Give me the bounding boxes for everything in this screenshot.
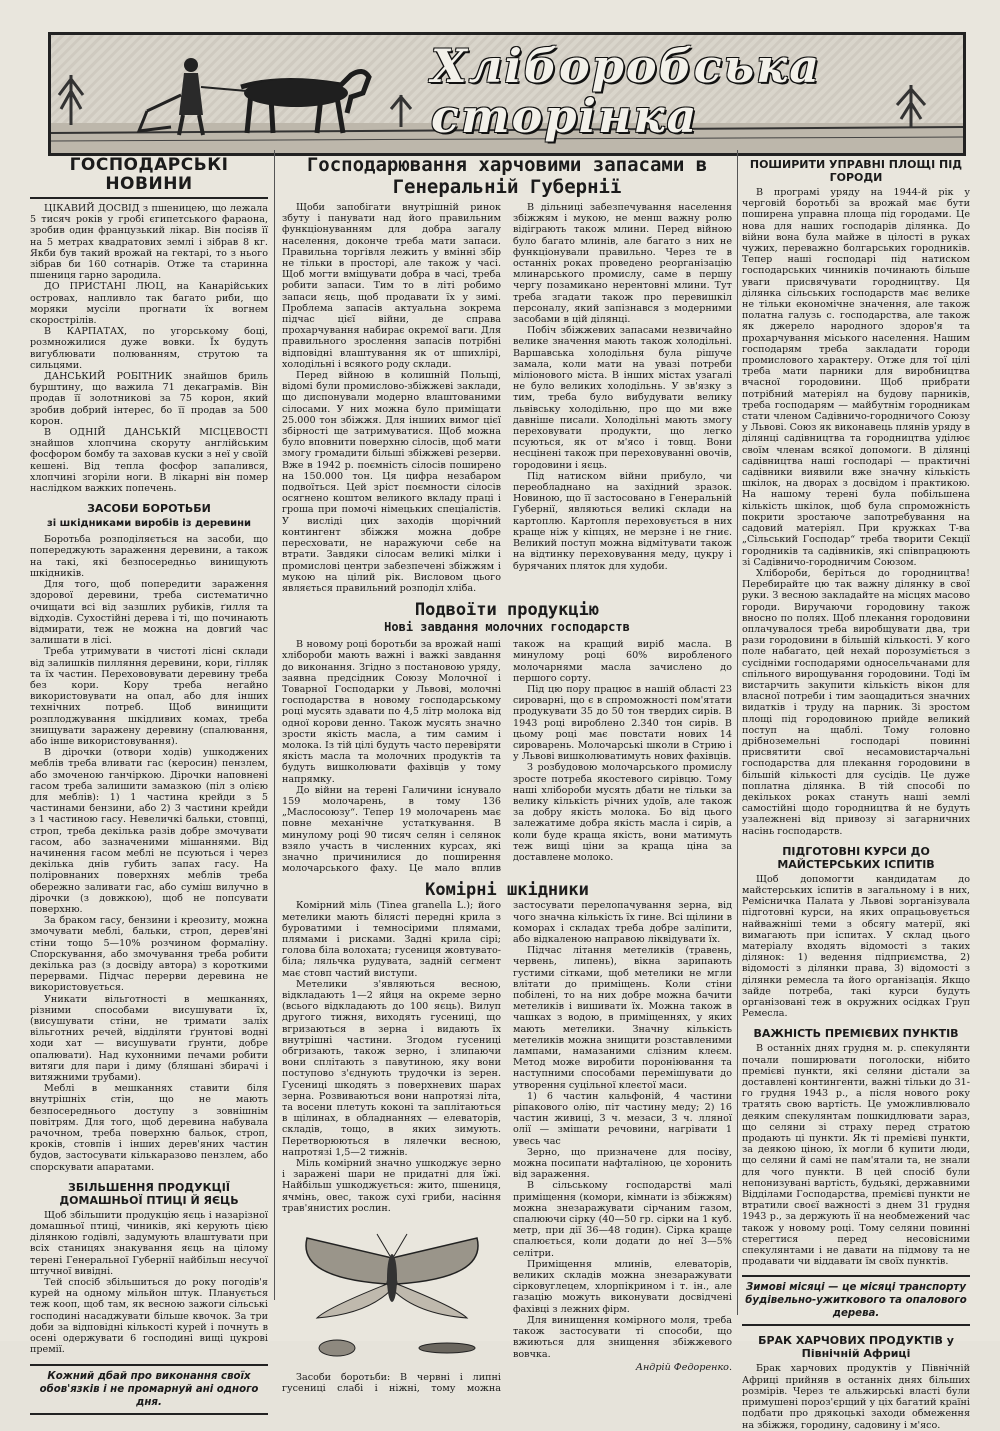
winter-note: Зимові місяці — це місяці транспорту будівельно-ужиткового та опалового дерева. [742,1275,970,1326]
dairy-subheading: Нові завдання молочних господарств [384,620,630,635]
pest-heading: ЗАСОБИ БОРОТЬБИ [87,502,211,516]
news-paragraph: ДАНСЬКИЙ РОБІТНИК знайшов бриль бурштину, що важила 71 декаграмів. Він продав її золотникові за 75 корон, який зробив добрий інтерес, бо її продав за 500 корон. [30,371,268,427]
premium-paragraph: В останніх днях грудня м. р. спекулянти почали поширювати поголоски, нібито премієві пункти, які селяни дістали за доставлені контингенти, важні тільки до 31-го грудня 1943 р., а після нового року тратять свою вартість. Це уможливлювало деяким спекулянтам пошкидлювати зараз, що селяни зі страху перед стратою продають ці пункти. Як ті премієві пункти, за деякою ціною, їх могли б купити люди, що селяни й самі не пам'ятали та, не знали для чого пункти. В цей спосіб були непонизувані вартість, будьякі, державними Відділами Господарства, премієві пункти не втратили своєї важності з днем 31 грудня 1943 р., за держують її на необмежений час також у новому році. Тому селяни повинні стерегтися перед несовісними спекулянтами і не давати на підмову та не продавати чи віддавати їм своїх пунктів. [742,1043,970,1268]
pest-paragraph: Треба утримувати в чистоті лісні склади від залишків пилляння деревини, кори, гілляк та їх частин. Перехововувати деревину треба без кори. Кору треба негайно використовувати на опал, або для інших технічних потреб. Щоб винищити розплоджування шкідливих комах, треба знищувати заражену деревину (спалювання, або інше використовування). [30,646,268,747]
africa-heading: БРАК ХАРЧОВИХ ПРОДУКТІВ у Північній Африці [758,1334,954,1361]
dairy-paragraph: Під цю пору працює в нашій області 23 сироварні, що є в спроможності пом'ятати продукувати 35 до 50 тон твердих сирів. В 1943 році вироблено 2.340 тон сирів. В цьому році має повстати нових 14 сироварень. Молочарські школи в Стрию і у Львові вишколюватимуть нових фахівців. [513,683,732,763]
column-rule-1 [274,150,275,1300]
column-rule-2 [737,150,738,1315]
courses-body [742,874,970,1020]
moth-paragraph: Зерно, що призначене для посіву, можна посипати нафталіною, це хоронить від зараження. [513,1146,732,1181]
pest-paragraph: Боротьба розподіляється на засоби, що попереджують зараження деревини, а також на такі, які безпосередньо винищують шкідників. [30,534,268,579]
plots-body [742,187,970,837]
pest-paragraph: Для того, щоб попередити зараження здорової деревини, треба систематично очищати всі від зазшлих рубиків, ґилля та відходів. Сухостійні дерева і ті, що починають відмирати, теж не можна на довгий час залишати в лісі. [30,579,268,647]
news-paragraph: В КАРПАТАХ, по угорському боці, розмножилися дуже вовки. Їх будуть вигублювати полюванням, струтою та сильцями. [30,326,268,371]
courses-paragraph: Щоб допомогти кандидатам до майстерських іспитів в загальному і в них, Ремісничка Палата у Львові зорганізувала підготовні курси, на яких опрацьовується найважніші теми з обсягу матерії, які вимагають при іспитах. У склад цього матеріалу входять відомості з таких ділянок: 1) ведення підприємства, 2) відомості з ділянки права, 3) відомості з ділянки ремесла та його організація. Якщо зайде потреба, такі курси будуть організовані теж в окружних осідках Груп Ремесла. [742,873,970,1020]
masthead-banner [48,32,966,156]
article-author: Андрій Федоренко. [635,1361,732,1373]
moth-paragraph: Для винищення комірного моля, треба також застосувати ті способи, що вжиються для знищення збіжжевого вовчка. [513,1314,732,1360]
moth-paragraph: Засоби боротьби: В червні і липні гусениці слабі і ніжні, тому можна застосувати перелопачування зерна, від чого значна кількість їх гине. Всі щілини в коморах і складах треба добре заліпити, або відкаленою направою ліквідувати їх. [282,900,732,1395]
pest-paragraph: Уникати вільготності в мешканнях, різними способами висушувати їх, (висушувати стіни, не тримати заліх вільготних речей, відділяти ґрунтові водні ходи хат — висушувати ґрунти, добре опалювати). Над кухонними печами робити витяги для пари і диму (бляшані збирачі і витяжними трубами). [30,993,268,1084]
poultry-body [30,1210,268,1356]
masthead-title: Хліборобська сторінка [431,39,822,143]
duty-note: Кожний дбай про виконання своїх обов'язків і не промарнуй ані одного дня. [30,1364,268,1415]
news-paragraph: ДО ПРИСТАНІ ЛЮЦ, на Канарійських островах, напливло так багато риби, що моряки мусіли прогнати їх вогнем скорострілів. [30,281,268,327]
moth-paragraph: Підчас літання метеликів (травень, червень, липень), вікна зарипають густими сітками, щоб метелики не мгли влітати до приміщень. Коли стіни побілені, то на них добре можна бачити метеликів і вишивати їх. Можна також в чашках з водою, в приміщеннях, у яких мають метелики. Значну кількість метеликів можна знищити розставленими лампами, намазаними слізним клеєм. Метод може виробити пороніювання та наступними способами перемішувати до утворення суцільної клеєтої маси. [513,945,732,1091]
food-paragraph: Перед війною в колишній Польщі, відомі були промислово-збіжжеві заклади, що диспонували модерно влаштованими сілосами. У них можна було приміщати 25.000 тон збіжжя. Для іншиих вимог цієї збірності ще затримуватися. Щоб можна було вповнити поверхню сілосів, щоб мати змогу громадити більші збіжжеві резерви. Вже в 1942 р. поємність сілосів поширено на 150.000 тон. Ця цифра незабаром подвоїться. Цей зріст поємности сілосів осягнено коштом великого вкладу праці і гроша при помочі німецьких спеціалістів. У висліді цих заходів щорічний контингент збіжжя можна добре пересховати, не наражуючи себе на втрати. Завдяки сілосам великі мілки і промислові центри забезпечені збіжжям і мукою на цілий рік. Висловом цього являється правильний розподіл хліба. [282,370,501,594]
moth-paragraph: Приміщення млинів, елеваторів, великих складів можна знезаражувати сірковуглецем, хлорпікрином і т. ін., але газацію можуть виконувати досвідчені фахівці з лежних фірм. [513,1258,732,1315]
moth-paragraph: Метелики з'являються весною, відкладають 1—2 яйця на окреме зерно (всього відкладають до 100 яєць). Вилуп другого тижня, виходять гусениці, що вгризаються в зерна і видають їх внутрішні частини. Згодом гусениці обгризають, також зерно, і злипаючи вони сплітають з павутиною, яку вони поступово з'єднують трудочки із зерен. Гусениці шкодять з поверхневих шарах зерна. Розвиваються вони напротязі літа, та восени плетуть коконі та заплітаються в щілинах, в обладнаннях — елеваторів, складів, тощо, в яких зимують. Перетворюються в лялечки весною, напротязі 1,5—2 тижнів. [282,978,501,1158]
moth-heading: Комірні шкідники [425,880,589,901]
plots-paragraph: Хлібороби, беріться до городництва! Перебирайте цю так важну ділянку в свої руки. З весною закладайте на місцях масово городи. Виручаючи городовину також вносно по полях. Щоб плекання городовини оплачувалося треба виробщувати два, три рази городовини в більшій кількості. У кого поле набагато, цей нехай порозуміється з сусідніми господарями односельчанами для спільного вирощування городовини. Тоді їм вистарчить закупити кількість вікон для власної потреби і тим заощадиться значних видатків і труду на парник. Зі зростом площі під городовиною прийде великий поступ на щаблі. Тому головно дрібноземельні господарі повинні присвятити свої несамовистарчальні господарства для плекання городовини в більшій кількості для сусідів. Це дуже поплатна ділянка. В тій способі по декількох роках стануть наші землі самостійні щодо городництва й не будуть узалежнені від привозу зі загарничних насінь господарств. [742,567,970,837]
poultry-heading: ЗБІЛЬШЕННЯ ПРОДУКЦІЇ ДОМАШНЬОЇ ПТИЦІ Й ЯЄЦЬ [59,1180,239,1207]
plots-heading: ПОШИРИТИ УПРАВНІ ПЛОЩІ ПІД ГОРОДИ [749,158,963,184]
moth-paragraph: В сільському господарстві малі приміщення (комори, кімнати із збіжжям) можна знезаражувати сірчаним газом, спалюючи сірку (40—50 гр. сірки на 1 куб. метр, при дії 36—48 годин). Сірка краще спалюється, коли додати до неї 3—5% селітри. [513,1180,732,1259]
moth-paragraph: Міль комірний значно ушкоджує зерно і заражені шари не придатні для їжі. Найбільш ушкоджується: жито, пшениця, ячмінь, овес, також сухі гриби, насіння трав'янистих рослин. [282,1158,501,1214]
food-body [282,202,732,594]
food-paragraph: Щоби запобігати внутрішній ринок збуту і панувати над його правильним функціонуванням для добра загалу населення, доконче треба мати запаси. Правильна торгівля лежить у вмінні збір не тільки в просторі, але також у часі. Щоб могти вміщувати добра в часі, треба робити запаси. Тим то в літі робимо запаси яєць, щоб продавати їх у зимі. Проблема запасів актуальна зокрема підчас цієї війни, де справа прохарчування набирає окремої ваги. Для правильного зрослення запасів потрібні відповідні влаштування як от шпихлірі, холодільні і всякого роду склади. [282,202,501,370]
premium-body [742,1043,970,1267]
premium-heading: ВАЖНІСТЬ ПРЕМІЄВИХ ПУНКТІВ [753,1027,959,1041]
pest-paragraph: В дірочки (отвори ходів) ушкоджених меблів треба вливати гас (керосин) пензлем, або змоченою ганчіркою. Дірочки наповнені гасом треба залишити замазкою (піл з олією для меблів): 1) 1 частина крейди з 5 частинами бензини, або 2) 3 частини крейди з 1 частиною гасу. Невеличкі бальки, стовпці, строп, треба декілька разів добре змочувати гасом, або зазначеними мішаннями. Від начинення гасом меблі не псуються і через декілька днів губить запах гасу. На поліровнаних поверхнях меблів треба обережно заливати гас, або суміш вилучно в дірочки (з довжкою), щоб не попсувати поверхню. [30,747,268,915]
dairy-body [282,639,732,874]
dairy-paragraph: До війни на терені Галичини існувало 159 молочарень, в тому 136 „Маслосоюзу“. Тепер 19 молочарень має повне механічне устаткування. В минулому році 90 тисяч селян і селянок взяло участь в численних курсах, які значно причинилися до поширення молочарського фаху. Це мало вплив також на кращий виріб масла. В минулому році 60% виробленого молочарнями масла зачислено до першого сорту. [282,639,732,875]
pest-body [30,534,268,1173]
poultry-paragraph: Щоб збільшити продукцію яєць і назарізної домашньої птиці, чиників, які керують цією ділянкою годівлі, задумують влаштувати при всіх станицях знакування яєць на цілому терені Генеральної Губернії найбільш несучої штучної вивідні. [30,1209,268,1277]
africa-body [742,1363,970,1430]
moth-body [282,900,732,1394]
news-paragraph: ЦІКАВИЙ ДОСВІД з пшеницею, що лежала 5 тисяч років у гробі єгипетського фараона, зробив один французький лікар. Він посіяв її на 5 метрах квадратових землі і зібрав 8 кг. Якби був такий врожай на гектарі, то з нього зібрав би 160 сотнарів. Отже та старинна пшениця гарно зародила. [30,203,268,282]
column-right [742,150,971,1431]
food-paragraph: Під натиском війни прибуло, чи переобладнано на західний зразок. Новиною, що її застосовано в Генеральній Губернії, являються великі склади на картоплю. Картопля переховується в них краще ніж у кіпцях, не мерзне і не гниє. Великий поступ можна відмітувати також на відтинку переховування меду, цукру і бурячаних пляток для худоби. [513,470,732,572]
pest-paragraph: Меблі в мешканнях ставити біля внутрішніх стін, що не мають безпосереднього доступу з зовнішнім повітрям. Для того, щоб деревина набувала рачочном, треба поверхню бальок, строп, кроків, стовпів і інших дерев'яних частин будов, застосувати кількаразово пензлем, або спорскувати апаратами. [30,1083,268,1173]
poultry-paragraph: Тей спосіб збільшиться до року погодів'я курей на одному мільйон штук. Планується теж кооп, щоб там, як весною зажоги сільські господині насаджувати більше квочок. За три доби за відповідні кількості курей і почнуть в осені одержувати 6 господині вищі цукрові премії. [30,1277,268,1356]
food-heading: Господарювання харчовими запасами в Генеральній Губернії [306,154,708,198]
plots-paragraph: В програмі уряду на 1944-й рік у черговій боротьбі за врожай має бути поширена управна площа під городами. Це нова для наших господарів ділянка. До війни вона була майже в цілості в руках чужих, переважно болгарських городників. Тепер наші господарі під натиском господарських чинників починають більше уваги присвячувати городництву. Ця ділянка сільських господарств має велике не тільки економічне значення, але також полатна галузь с. господарства, але також як джерело народного здоров'я та прохарчування міського населення. Нашим господарям треба закладати городи промислового характеру. Отже для тої цілі треба мати парники для виробництва вчасної городовини. Щоб прибрати потрібний матеріял на будову парників, треба господарям — майбутнім городникам стати членом Садівничо-городничого Союзу у Львові. Союз як виконавець плянів уряду в ділянці садівництва та городництва уділює своїм членам всякої допомоги. В ділянці садівництва наші господарі — практичні садівники виявили вже значну кількість шкілок, на дворах з досвідом і практикою. На нашому терені була побільшена кількість шкілок, щоб була спроможність покрити зростаюче запотребування на садовий матеріял. При кружках Т-ва „Сільський Господар“ треба творити Секції городників та садівників, які співпрацюють зі Садівничо-городничим Союзом. [742,187,971,568]
dairy-paragraph: З розбудовою молочарського промислу зросте потреба якостевого сирівцю. Тому наші хлібороби мусять дбати не тільки за велику кількість річних удоїв, але також за добру якість молока. Бо від цього залежатиме добра якість масла і сирів, а коли буде краща якість, вони матимуть теж вищі ціни за краща ціна за доставлене молоко. [513,762,732,863]
news-paragraph: В ОДНІЙ ДАНСЬКІЙ МІСЦЕВОСТІ знайшов хлопчина скоруту англійським фосфором бомбу та заховав куски з неї у своїй кешені. Від тепла фосфор запалився, хлопчині згоріли ноги. В лікарні він помер наслідком важких попечень. [30,427,268,495]
food-paragraph: Побіч збіжжевих запасами незвичайно велике значення мають також холодільні. Варшавська холодільня була рішуче замала, коли мати на увазі потреби міліонового міста. В інших містах узагалі не було великих холодільнь. У зв'язку з тим, треба було вибудувати велику львівську холодільню, про що ми вже давніше писали. Холодільні мають змогу переховувати продукти, що легко псуються, як от м'ясо і товщ. Вони несцінені також при переховуванні овочів, городовини і яєць. [513,325,732,471]
africa-paragraph: Брак харчових продуктів у Північній Африці прийняв в останніх днях більших розмірів. Через те альжирські власті були примушені пороз'єрщий у ціх багатий країні подбати про дрякоцькі заходи обмеження на збіжжя, городину, садовину і м'ясо. [742,1363,970,1431]
column-left [30,150,268,1408]
pest-paragraph: За браком гасу, бензини і креозиту, можна змочувати меблі, бальки, строп, дерев'яні стіни тощо 5—10% розчином формаліну. Спорскування, або змочування треба робити декілька раз (з досвіду автора) з короткими перервами. Підчас перерви деревина не використовується. [30,915,268,994]
moth-paragraph: 1) 6 частин кальфоній, 4 частини ріпакового олію, піт частину меду; 2) 16 частин живиці, 3 ч. мезаси, 3 ч. лляної олії — змішати речовини, нагрівати 1 увесь час [513,1090,732,1147]
courses-heading: ПІДГОТОВНІ КУРСИ ДО МАЙСТЕРСЬКИХ ІСПИТІВ [777,844,935,871]
column-center [282,150,732,1395]
dairy-paragraph: В новому році боротьби за врожай наші хлібороби мають важні і важкі завдання до виконання. Згідно з постановою уряду, заявна предсідник Союзу Молочної і Товарної Господарки у Львові, молочні господарства в новому господарському році мусять здавати по 4,5 літр молока від одної корови денно. Також мусять значно зрости якість масла, а тим самим і молока. Із тій цілі будуть часто перевіряти якість масла та молочних продуктів та будуть вишколювати фахівців у тому напрямку. [282,639,501,785]
food-paragraph: В дільниці забезпечування населення збіжжям і мукою, не менш важну ролю відіграють також млини. Перед війною було багато млинів, але багато з них не функціонували правильно. Через те в останніх роках проведено реорганізацію млинарського промислу, саме в першу чергу позамикано нерентовні млини. Тут треба згадати також про перевишкіл персоналу, який запізнався з модерними засобами в цій ділянці. [513,202,732,326]
news-heading: ГОСПОДАРСЬКІ НОВИНИ [30,156,268,199]
dairy-heading: Подвоїти продукцію [414,600,600,621]
news-body [30,203,268,494]
pest-subheading: зі шкідниками виробів із деревини [46,518,252,530]
grain-moth-illustration [287,1218,497,1368]
moth-paragraph: Комірний міль (Tinea granella L.); його метелики мають білясті передні крила з буроватими і темносірими плямами, плямами і рисками. Задні крила сірі; голова біла волохата; гусениця жовтувато-біла; ляльчка рудувата, задній сегмент має стовп частий виступи. [282,900,501,979]
